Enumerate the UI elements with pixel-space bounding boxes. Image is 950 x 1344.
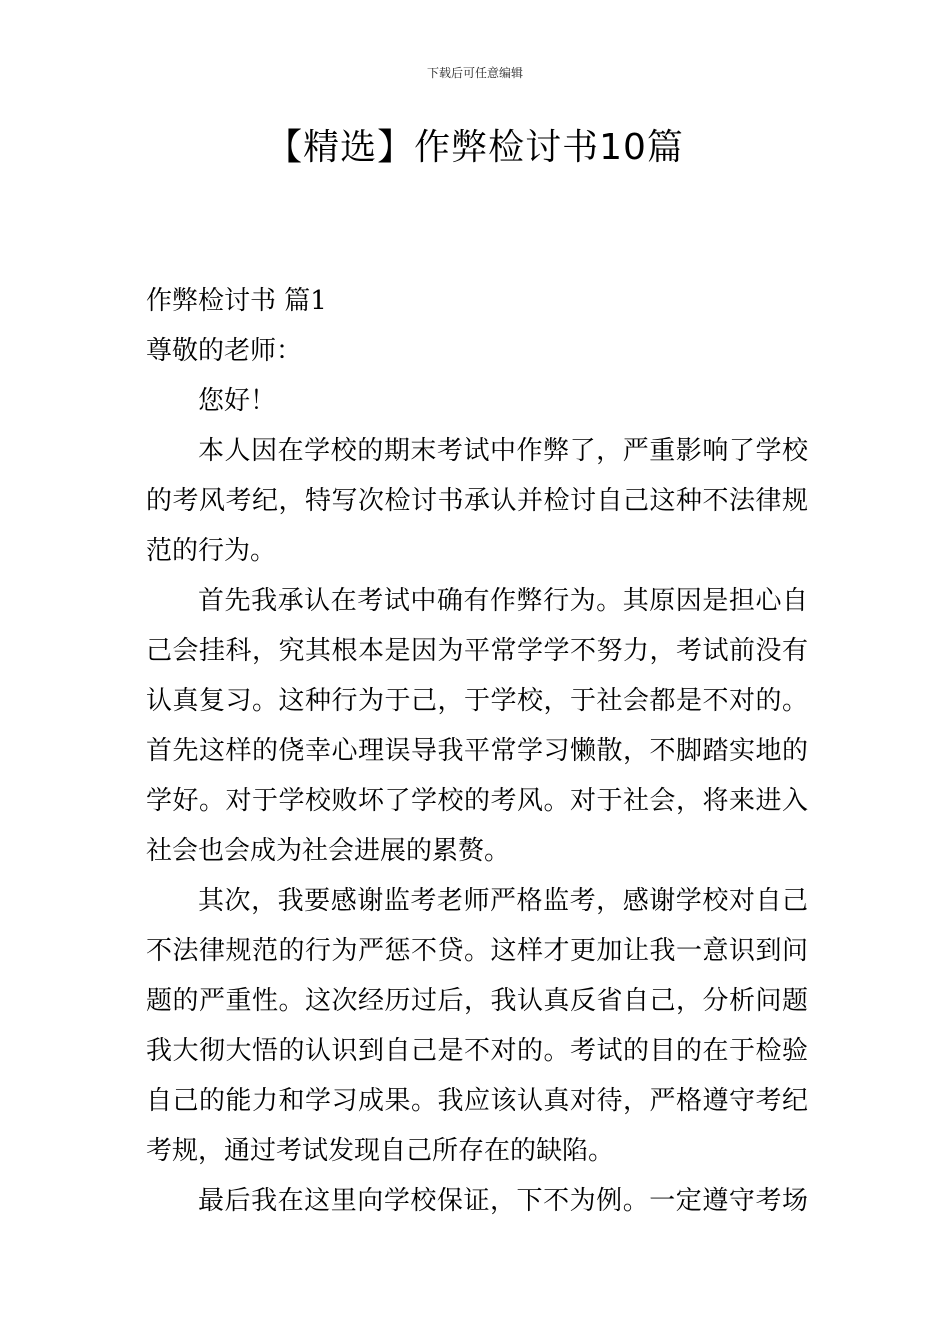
greeting: 您好！ [198,386,277,416]
paragraph-line: 最后我在这里向学校保证，下不为例。一定遵守考场 [198,1186,808,1216]
paragraph-line: 己会挂科，究其根本是因为平常学学不努力，考试前没有 [146,636,808,666]
paragraph-line: 的考风考纪，特写次检讨书承认并检讨自己这种不法律规 [146,486,808,516]
paragraph-line: 自己的能力和学习成果。我应该认真对待，严格遵守考纪 [146,1086,808,1116]
paragraph-line: 首先我承认在考试中确有作弊行为。其原因是担心自 [198,586,808,616]
header-note: 下载后可任意编辑 [426,66,523,80]
paragraph-line: 认真复习。这种行为于己，于学校，于社会都是不对的。 [146,686,808,716]
paragraph-line: 其次，我要感谢监考老师严格监考，感谢学校对自己 [198,886,808,916]
paragraph-line: 范的行为。 [146,536,277,566]
paragraph-line: 首先这样的侥幸心理误导我平常学习懒散，不脚踏实地的 [146,736,808,766]
document-title: 【精选】作弊检讨书10篇 [266,127,684,168]
paragraph-line: 考规，通过考试发现自己所存在的缺陷。 [146,1136,615,1166]
document-body [146,276,808,1226]
paragraph [146,576,808,876]
paragraph-line: 题的严重性。这次经历过后，我认真反省自己，分析问题 [146,986,808,1016]
section-heading: 作弊检讨书 篇1 [146,286,327,316]
paragraph [146,1176,808,1226]
salutation: 尊敬的老师： [146,336,303,366]
paragraph-line: 我大彻大悟的认识到自己是不对的。考试的目的在于检验 [146,1036,808,1066]
paragraph [146,876,808,1176]
paragraph-line: 学好。对于学校败坏了学校的考风。对于社会，将来进入 [146,786,808,816]
paragraph [146,426,808,576]
paragraph-line: 本人因在学校的期末考试中作弊了，严重影响了学校 [198,436,808,466]
paragraph-line: 社会也会成为社会进展的累赘。 [146,836,511,866]
paragraph-line: 不法律规范的行为严惩不贷。这样才更加让我一意识到问 [146,936,808,966]
